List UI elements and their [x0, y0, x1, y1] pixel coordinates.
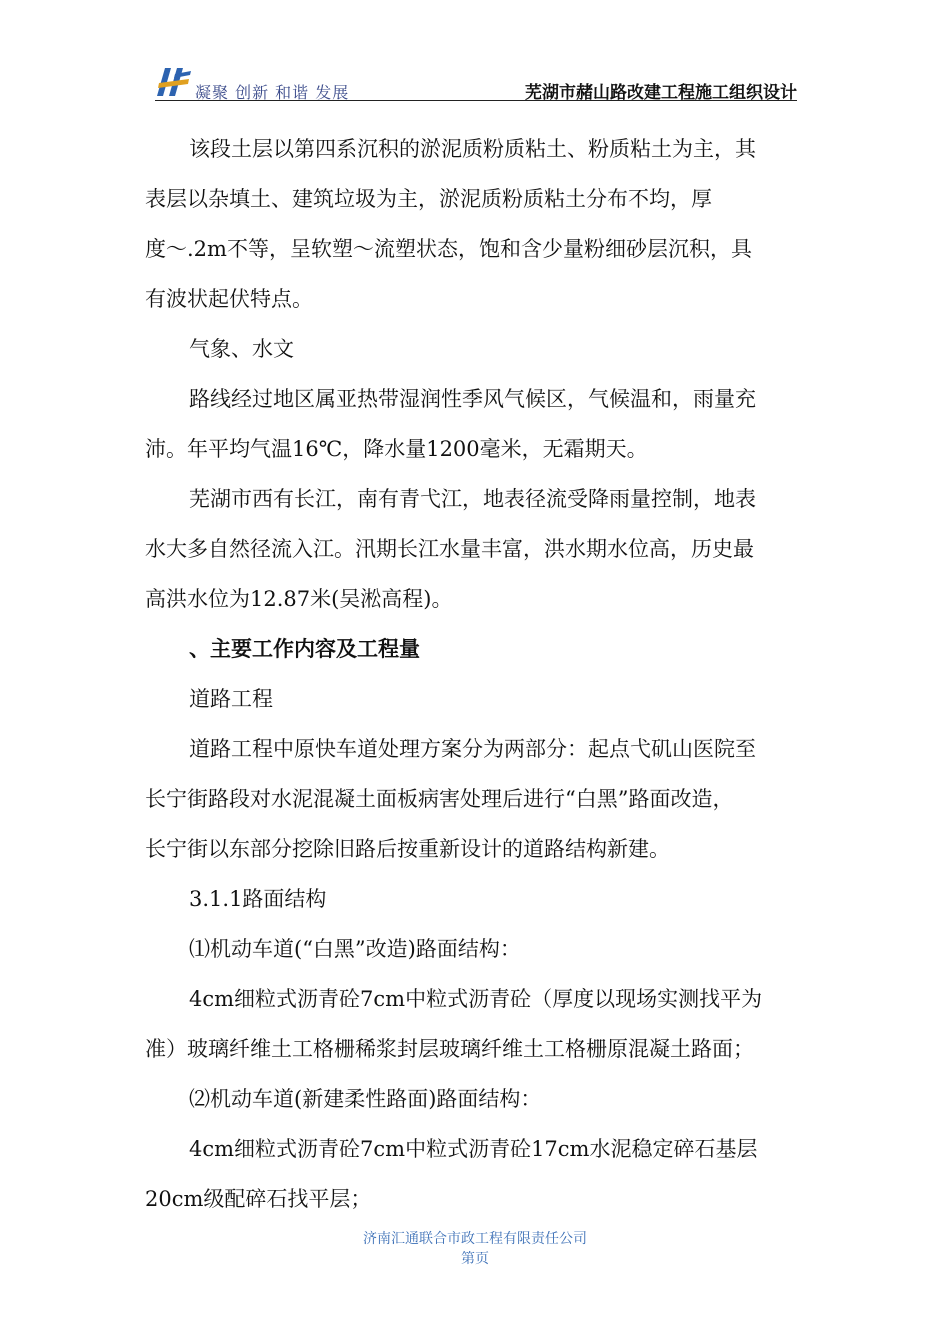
paragraph-line: 长宁街以东部分挖除旧路后按重新设计的道路结构新建。 — [145, 837, 670, 861]
paragraph-line: 有波状起伏特点。 — [145, 287, 313, 311]
paragraph-line: 4cm细粒式沥青砼7cm中粒式沥青砼（厚度以现场实测找平为 — [189, 987, 763, 1011]
slogan: 凝聚 创新 和谐 发展 — [195, 83, 350, 102]
paragraph-line: 表层以杂填土、建筑垃圾为主，淤泥质粉质粘土分布不均，厚 — [145, 187, 712, 211]
page-header — [155, 66, 797, 101]
section-heading: 道路工程 — [189, 687, 273, 711]
footer-company: 济南汇通联合市政工程有限责任公司 — [363, 1231, 587, 1247]
list-item: ⑴机动车道(“白黑”改造)路面结构： — [189, 937, 521, 961]
paragraph-line: 路线经过地区属亚热带湿润性季风气候区，气候温和，雨量充 — [189, 387, 756, 411]
paragraph-line: 20cm级配碎石找平层； — [145, 1187, 372, 1211]
company-logo-icon — [155, 66, 193, 98]
paragraph-line: 4cm细粒式沥青砼7cm中粒式沥青砼17cm水泥稳定碎石基层 — [189, 1137, 758, 1161]
paragraph-line: 道路工程中原快车道处理方案分为两部分：起点弋矶山医院至 — [189, 737, 756, 761]
section-heading-bold: 、主要工作内容及工程量 — [189, 637, 420, 661]
paragraph-line: 高洪水位为12.87米(吴淞高程)。 — [145, 587, 453, 611]
paragraph-line: 沛。年平均气温16℃，降水量1200毫米，无霜期天。 — [145, 437, 648, 461]
paragraph-line: 准）玻璃纤维土工格栅稀浆封层玻璃纤维土工格栅原混凝土路面； — [145, 1037, 754, 1061]
document-title: 芜湖市赭山路改建工程施工组织设计 — [525, 83, 797, 103]
footer-page-number: 第页 — [461, 1251, 489, 1267]
paragraph-line: 该段土层以第四系沉积的淤泥质粉质粘土、粉质粘土为主，其 — [189, 137, 756, 161]
section-heading: 气象、水文 — [189, 337, 294, 361]
paragraph-line: 芜湖市西有长江，南有青弋江，地表径流受降雨量控制，地表 — [189, 487, 756, 511]
list-item: ⑵机动车道(新建柔性路面)路面结构： — [189, 1087, 542, 1111]
paragraph-line: 度～.2m不等，呈软塑～流塑状态，饱和含少量粉细砂层沉积，具 — [145, 237, 752, 261]
paragraph-line: 长宁街路段对水泥混凝土面板病害处理后进行“白黑”路面改造， — [145, 787, 734, 811]
subsection-heading: 3.1.1路面结构 — [189, 887, 327, 911]
paragraph-line: 水大多自然径流入江。汛期长江水量丰富，洪水期水位高，历史最 — [145, 537, 754, 561]
